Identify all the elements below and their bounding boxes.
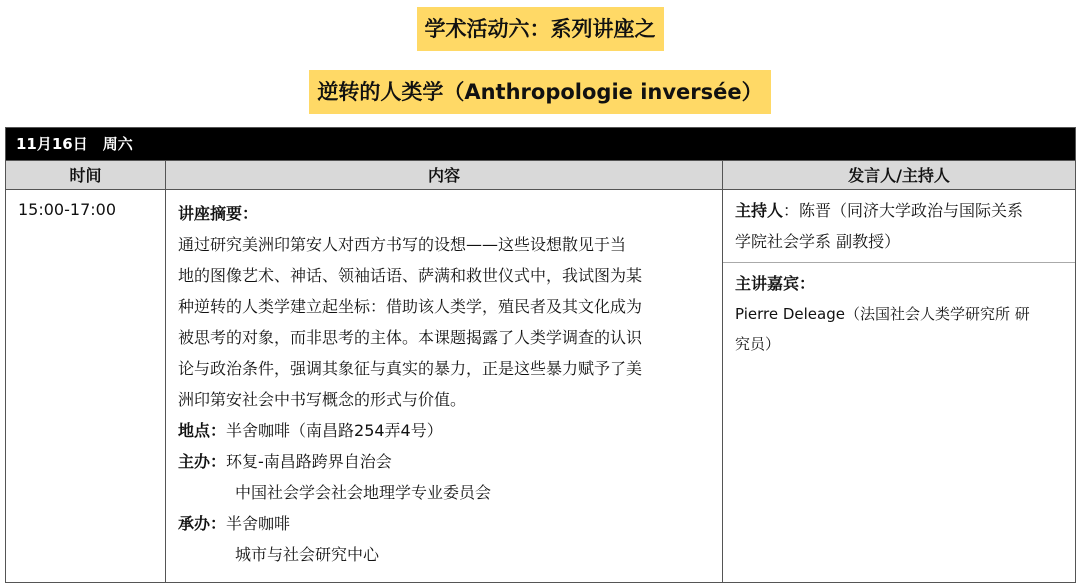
speaker-cell (723, 190, 1075, 582)
header-speaker: 发言人/主持人 (723, 160, 1075, 190)
time-value: 15:00-17:00 (18, 200, 116, 219)
abstract-line: 洲印第安社会中书写概念的形式与价值。 (178, 390, 467, 409)
organizer-value: 环复-南昌路跨界自治会 (226, 452, 392, 471)
location-row (178, 415, 716, 446)
host-block (723, 190, 1075, 257)
abstract-line: 通过研究美洲印第安人对西方书写的设想——这些设想散见于当 (178, 235, 627, 254)
abstract-line: 被思考的对象，而非思考的主体。本课题揭露了人类学调查的认识 (178, 328, 643, 347)
organizer-row (178, 446, 716, 477)
title-line-2: 逆转的人类学（Anthropologie inversée） (309, 70, 770, 114)
header-content: 内容 (166, 160, 723, 190)
abstract-label: 讲座摘要： (178, 204, 259, 223)
schedule-table (5, 127, 1076, 583)
organizer-label: 主办： (178, 452, 227, 471)
organizer-value: 中国社会学会社会地理学专业委员会 (235, 483, 492, 502)
abstract-line: 地的图像艺术、神话、领袖话语、萨满和救世仪式中，我试图为某 (178, 266, 643, 285)
guest-value: 究员） (735, 335, 781, 353)
header-time: 时间 (6, 160, 166, 190)
content-cell (166, 190, 723, 582)
guest-block (723, 263, 1075, 359)
co-organizer-value: 半舍咖啡 (226, 514, 291, 533)
guest-value: Pierre Deleage（法国社会人类学研究所 研 (735, 305, 1030, 323)
title-line-1: 学术活动六：系列讲座之 (417, 7, 664, 51)
date-bar: 11月16日 周六 (6, 128, 1075, 160)
host-value: 学院社会学系 副教授） (735, 232, 901, 251)
host-value: ：陈晋（同济大学政治与国际关系 (783, 201, 1024, 220)
guest-label: 主讲嘉宾： (735, 274, 816, 293)
host-label: 主持人 (735, 201, 784, 220)
time-cell (6, 190, 166, 582)
abstract-line: 论与政治条件，强调其象征与真实的暴力，正是这些暴力赋予了美 (178, 359, 643, 378)
location-label: 地点： (178, 421, 227, 440)
co-organizer-label: 承办： (178, 514, 227, 533)
title-line-2-wrap (0, 70, 1080, 114)
title-line-1-wrap (0, 7, 1080, 51)
location-value: 半舍咖啡（南昌路254弄4号） (226, 421, 443, 440)
co-organizer-value: 城市与社会研究中心 (235, 545, 380, 564)
co-organizer-row (178, 508, 716, 539)
abstract-line: 种逆转的人类学建立起坐标：借助该人类学，殖民者及其文化成为 (178, 297, 643, 316)
